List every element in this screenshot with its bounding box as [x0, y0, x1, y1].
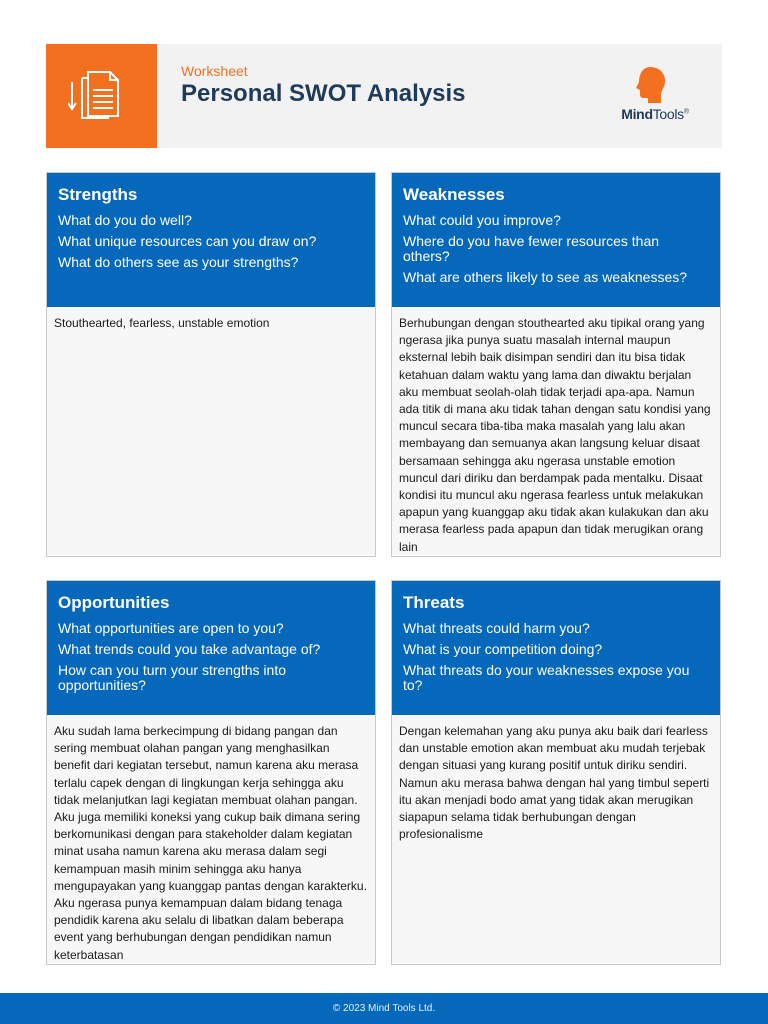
weaknesses-panel	[391, 172, 721, 557]
weaknesses-title: Weaknesses	[403, 185, 505, 204]
opportunities-question: How can you turn your strengths into opportunities?	[58, 662, 287, 693]
opportunities-question: What opportunities are open to you?	[58, 620, 284, 636]
threats-answer-field[interactable]: Dengan kelemahan yang aku punya aku baik dari fearless dan unstable emotion akan membuat aku mudah terjebak dengan situasi yang kurang positif untuk diriku sendiri. Namun aku merasa bahwa dengan hal yang timbul seperti itu akan menjadi bodo amat yang tidak akan merugikan siapapun selama tidak berhubungan dengan profesionalisme	[392, 715, 720, 963]
weaknesses-question: What could you improve?	[403, 212, 561, 228]
strengths-question: What unique resources can you draw on?	[58, 233, 317, 249]
threats-question: What threats do your weaknesses expose you to?	[403, 662, 690, 693]
opportunities-question: What trends could you take advantage of?	[58, 641, 321, 657]
logo-text: MindTools®	[621, 106, 689, 122]
weaknesses-question: What are others likely to see as weaknesses?	[403, 269, 688, 285]
weaknesses-header	[392, 173, 720, 307]
copyright-text: © 2023 Mind Tools Ltd.	[332, 1003, 436, 1014]
threats-title: Threats	[403, 593, 465, 612]
strengths-header	[47, 173, 375, 307]
documents-icon	[68, 68, 132, 124]
opportunities-panel	[46, 580, 376, 965]
weaknesses-question: Where do you have fewer resources than others?	[403, 233, 660, 264]
threats-header	[392, 581, 720, 715]
opportunities-header	[47, 581, 375, 715]
page-title: Personal SWOT Analysis	[181, 80, 466, 107]
strengths-title: Strengths	[58, 185, 138, 204]
strengths-answer-field[interactable]: Stouthearted, fearless, unstable emotion	[47, 307, 375, 555]
opportunities-answer-field[interactable]: Aku sudah lama berkecimpung di bidang pangan dan sering membuat olahan pangan yang menghasilkan benefit dari kegiatan tersebut, namun karena aku merasa terlalu capek dengan di lingkungan kerja sehingga aku tidak melanjutkan lagi kegiatan membuat olahan pangan. Aku juga memiliki koneksi yang cukup baik dimana sering berkomunikasi dengan para stakeholder dalam kegiatan minat usaha namun karena aku merasa dalam segi kemampuan masih minim sehingga aku hanya mengupayakan yang kuanggap pantas dengan karakterku. Aku ngerasa punya kemampuan dalam bidang tenaga pendidik karena aku selalu di libatkan dalam beberapa event yang berhubungan dengan pendidikan namun keterbatasan	[47, 715, 375, 963]
head-logo-icon	[634, 66, 668, 104]
header-icon-box	[46, 44, 157, 148]
opportunities-title: Opportunities	[58, 593, 170, 612]
threats-panel	[391, 580, 721, 965]
threats-question: What is your competition doing?	[403, 641, 603, 657]
worksheet-label: Worksheet	[181, 63, 248, 79]
mindtools-logo	[616, 66, 706, 128]
threats-question: What threats could harm you?	[403, 620, 590, 636]
worksheet-header	[46, 44, 722, 148]
weaknesses-answer-field[interactable]: Berhubungan dengan stouthearted aku tipikal orang yang ngerasa jika punya suatu masalah internal maupun eksternal lebih baik disimpan sendiri dan itu bisa tidak ketahuan dalam waktu yang lama dan diwaktu berjalan aku membuat seolah-olah tidak terjadi apa-apa. Namun ada titik di mana aku tidak tahan dengan satu kondisi yang muncul secara tiba-tiba maka masalah yang lalu akan membayang dan semuanya akan langsung keluar disaat bersamaan sehingga aku ngerasa unstable emotion muncul dari diriku dan berdampak pada mentalku. Disaat kondisi itu muncul aku ngerasa fearless untuk melakukan apapun yang kuanggap aku tidak akan kulakukan dan aku merasa fearless pada apapun dan tidak merugikan orang lain	[392, 307, 720, 555]
strengths-question: What do you do well?	[58, 212, 192, 228]
footer	[0, 993, 768, 1024]
strengths-question: What do others see as your strengths?	[58, 254, 299, 270]
strengths-panel	[46, 172, 376, 557]
